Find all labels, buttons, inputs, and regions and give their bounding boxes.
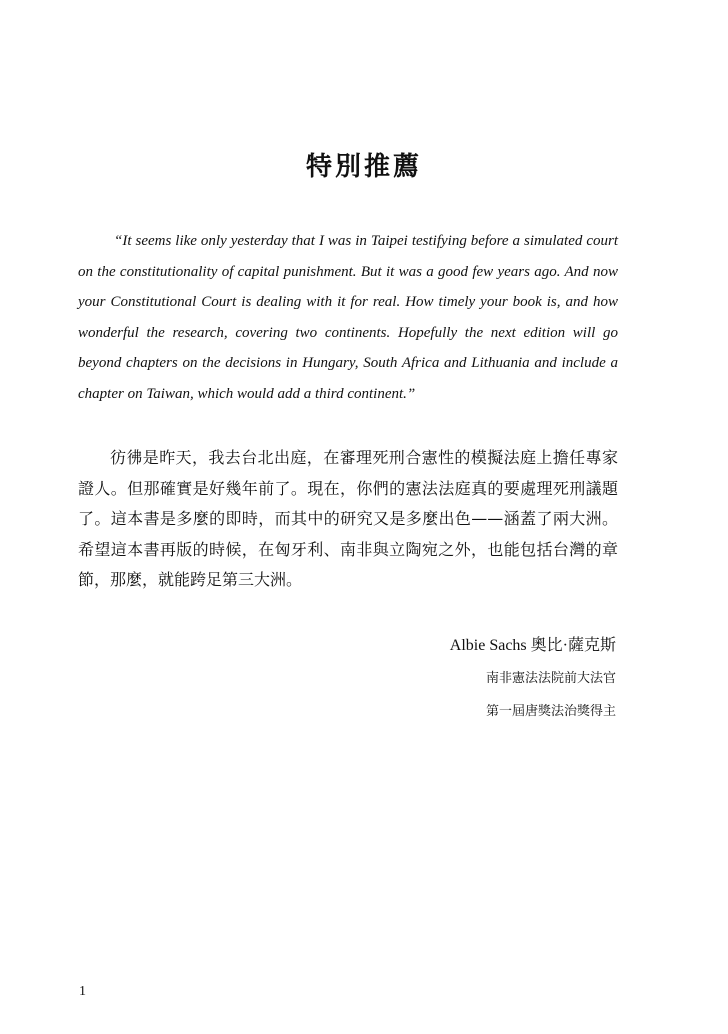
page-title: 特別推薦: [305, 152, 422, 182]
signature-name: Albie Sachs 奧比·薩克斯: [449, 637, 616, 654]
page-number: 1: [79, 984, 86, 999]
signature-title: 南非憲法法院前大法官: [485, 671, 616, 686]
chinese-translation: 彷彿是昨天，我去台北出庭，在審理死刑合憲性的模擬法庭上擔任專家證人。但那確實是好幾年前了。現在，你們的憲法法庭真的要處理死刑議題了。這本書是多麼的即時，而其中的研究又是多麼出色——涵蓋了兩大洲。希望這本書再版的時候，在匈牙利、南非與立陶宛之外，也能包括台灣的章節，那麼，就能跨足第三大洲。: [78, 448, 618, 589]
signature-award: 第一屆唐獎法治獎得主: [485, 704, 616, 719]
english-quote: “It seems like only yesterday that I was in Taipei testifying before a simulated court on the constitutionality of capital punishment. But it was a good few years ago. And now your Constitutional Court is dealing with it for real. How timely your book is, and how wonderful the research, covering two continents. Hopefully the next edition will go beyond chapters on the decisions in Hungary, South Africa and Lithuania and include a chapter on Taiwan, which would add a third continent.”: [78, 233, 618, 402]
